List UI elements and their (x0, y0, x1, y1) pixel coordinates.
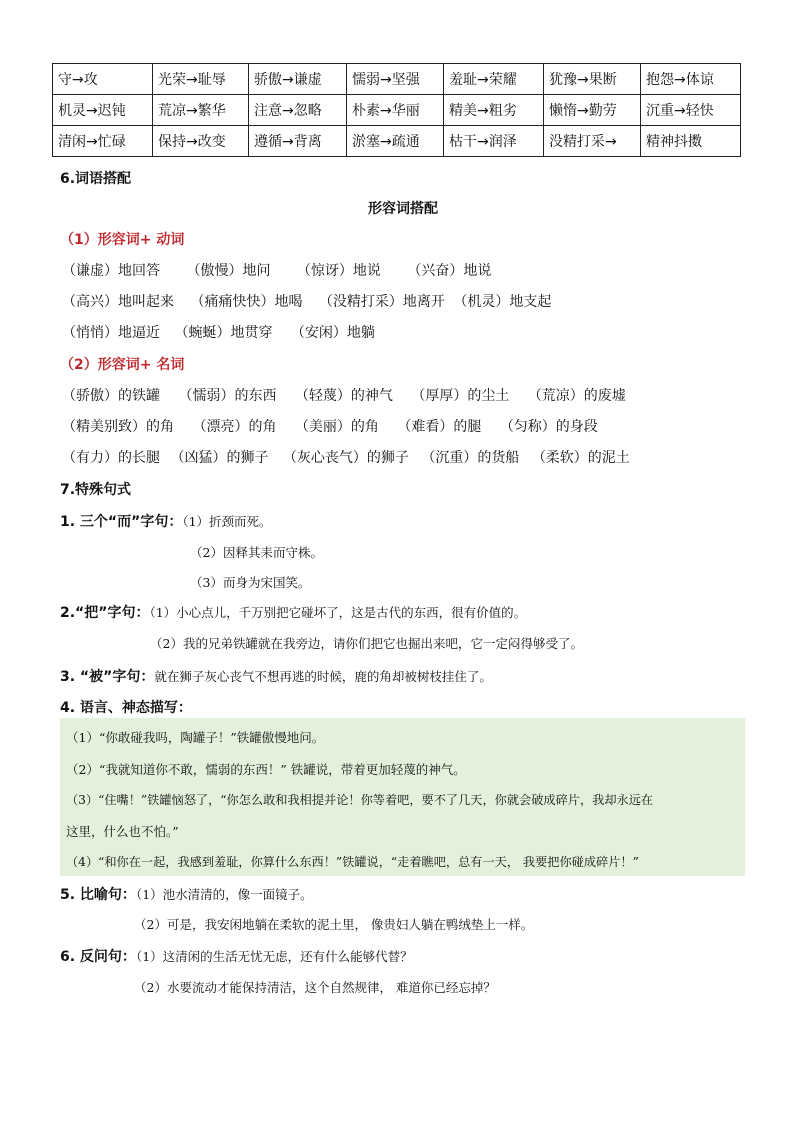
antonym-cell: 骄傲→谦虚 (249, 64, 347, 95)
phrase: （谦虚）地回答 (62, 263, 160, 279)
sub2-row-2 (62, 416, 620, 436)
ba-line-2: （2）我的兄弟铁罐就在我旁边，请你们把它也掘出来吧，它一定闷得够受了。 (150, 636, 583, 651)
antonym-cell: 光荣→耻辱 (153, 64, 249, 95)
antonym-cell: 朴素→华丽 (347, 95, 444, 126)
ba-label: 2.“把”字句： (60, 605, 150, 621)
rhetorical-line-2: （2）水要流动才能保持清洁，这个自然规律， 难道你已经忘掉？ (134, 980, 496, 995)
desc-line-4: 这里，什么也不怕。” (66, 824, 179, 839)
phrase: （兴奋）地说 (407, 263, 492, 279)
sub1-row-2 (62, 291, 573, 311)
bei-sentence (60, 666, 492, 686)
phrase: （厚厚）的尘土 (411, 388, 510, 404)
phrase: （懦弱）的东西 (178, 388, 277, 404)
antonym-row (53, 95, 741, 126)
section-6-heading: 6.词语搭配 (60, 171, 132, 187)
antonym-cell: 抱怨→体谅 (641, 64, 741, 95)
er-line-3: （3）而身为宋国笑。 (190, 575, 311, 590)
phrase: （轻蔑）的神气 (294, 388, 393, 404)
desc-line-2: （2）“我就知道你不敢，懦弱的东西！” 铁罐说，带着更加轻蔑的神气。 (66, 762, 466, 777)
simile-label: 5. 比喻句： (60, 887, 136, 903)
desc-line-1: （1）“你敢碰我吗，陶罐子！”铁罐傲慢地问。 (66, 730, 325, 745)
center-title: 形容词搭配 (368, 201, 438, 217)
ba-line-1: （1）小心点儿，千万别把它碰坏了，这是古代的东西，很有价值的。 (149, 605, 527, 620)
bei-line: 就在狮子灰心丧气不想再逃的时候，鹿的角却被树枝挂住了。 (154, 669, 492, 684)
antonym-cell: 懒惰→勤劳 (544, 95, 641, 126)
antonym-cell: 精美→粗劣 (444, 95, 544, 126)
rhetorical-label: 6. 反问句： (60, 949, 136, 965)
sub1-row-3 (62, 322, 397, 342)
antonym-cell: 沉重→轻快 (641, 95, 741, 126)
antonym-cell: 羞耻→荣耀 (444, 64, 544, 95)
er-line-2: （2）因释其耒而守株。 (190, 545, 323, 560)
antonym-cell: 淤塞→疏通 (347, 126, 444, 157)
sub2-row-1 (62, 385, 648, 405)
phrase: （机灵）地支起 (453, 294, 552, 310)
antonym-cell: 荒凉→繁华 (153, 95, 249, 126)
desc-line-3: （3）“住嘴！”铁罐恼怒了，“你怎么敢和我相提并论！你等着吧，要不了几天，你就会破成碎片，我却永远在 (66, 793, 654, 807)
antonym-cell: 守→攻 (53, 64, 153, 95)
phrase: （惊讶）地说 (296, 263, 381, 279)
antonym-cell: 清闲→忙碌 (53, 126, 153, 157)
antonym-cell: 没精打采→ (544, 126, 641, 157)
phrase: （痛痛快快）地喝 (190, 294, 303, 310)
phrase: （沉重）的货船 (421, 450, 520, 466)
phrase: （没精打采）地离开 (318, 294, 445, 310)
er-label: 1. 三个“而”字句： (60, 514, 183, 530)
phrase: （安闲）地躺 (290, 325, 375, 341)
phrase: （精美别致）的角 (62, 419, 174, 435)
phrase: （高兴）地叫起来 (62, 294, 174, 310)
phrase: （美丽）的角 (294, 419, 379, 435)
ba-sentence-line-1 (60, 602, 526, 622)
sub1-title: （1）形容词+ 动词 (60, 232, 185, 248)
phrase: （荒凉）的废墟 (527, 388, 626, 404)
antonym-cell: 机灵→迟钝 (53, 95, 153, 126)
antonym-table (52, 63, 741, 157)
phrase: （漂亮）的角 (192, 419, 277, 435)
phrase: （灰心丧气）的狮子 (282, 450, 409, 466)
er-sentence-line-1 (60, 511, 272, 531)
antonym-cell: 懦弱→坚强 (347, 64, 444, 95)
phrase: （柔软）的泥土 (531, 450, 630, 466)
antonym-cell: 注意→忽略 (249, 95, 347, 126)
phrase: （匀称）的身段 (499, 419, 598, 435)
section-7-heading: 7.特殊句式 (60, 482, 132, 498)
desc-label: 4. 语言、神态描写： (60, 700, 192, 716)
desc-line-5: （4）“和你在一起，我感到羞耻，你算什么东西！”铁罐说，“走着瞧吧，总有一天， 我要把你碰成碎片！” (66, 855, 639, 869)
sub2-row-3 (62, 447, 652, 467)
antonym-cell: 精神抖擞 (641, 126, 741, 157)
antonym-cell: 犹豫→果断 (544, 64, 641, 95)
antonym-cell: 枯干→润泽 (444, 126, 544, 157)
sub2-title: （2）形容词+ 名词 (60, 357, 185, 373)
antonym-row (53, 64, 741, 95)
antonym-row (53, 126, 741, 157)
simile-line-2: （2）可是，我安闲地躺在柔软的泥土里， 像贵妇人躺在鸭绒垫上一样。 (134, 917, 534, 932)
rhetorical-line-1: （1）这清闲的生活无忧无虑，还有什么能够代替？ (135, 949, 413, 964)
phrase: （蜿蜒）地贯穿 (174, 325, 273, 341)
er-line-1: （1）折颈而死。 (182, 514, 272, 529)
sub1-row-1 (62, 260, 513, 280)
phrase: （凶猛）的狮子 (170, 450, 269, 466)
simile-line-1: （1）池水清清的，像一面镜子。 (135, 887, 313, 902)
rhetorical-sentence-line-1 (60, 946, 413, 966)
phrase: （骄傲）的铁罐 (62, 388, 160, 404)
phrase: （有力）的长腿 (62, 450, 160, 466)
bei-label: 3. “被”字句： (60, 669, 155, 685)
antonym-cell: 保持→改变 (153, 126, 249, 157)
simile-sentence-line-1 (60, 884, 313, 904)
phrase: （悄悄）地逼近 (62, 325, 160, 341)
phrase: （难看）的腿 (397, 419, 482, 435)
phrase: （傲慢）地问 (186, 263, 271, 279)
antonym-cell: 遵循→背离 (249, 126, 347, 157)
